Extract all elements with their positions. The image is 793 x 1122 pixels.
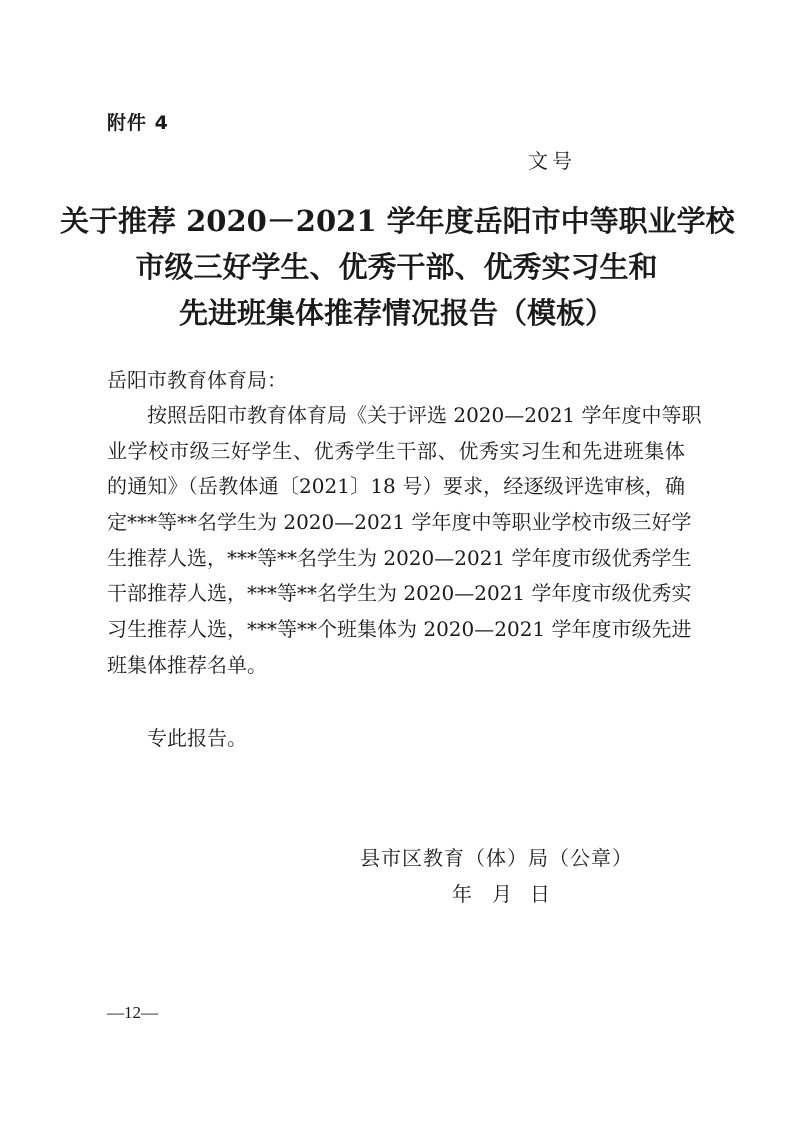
title-line-1: 关于推荐 2020－2021 学年度岳阳市中等职业学校 (60, 204, 735, 238)
title-line-3: 先进班集体推荐情况报告（模板） (178, 296, 614, 330)
body-line: 的通知》（岳教体通〔2021〕18 号）要求，经逐级评选审核，确 (107, 474, 685, 499)
issuer-signature: 县市区教育（体）局（公章） (360, 846, 633, 870)
attachment-label: 附件 4 (107, 112, 169, 134)
body-line: 业学校市级三好学生、优秀学生干部、优秀实习生和先进班集体 (107, 438, 685, 463)
page-number: —12— (107, 1003, 158, 1022)
body-line: 习生推荐人选，***等**个班集体为 2020—2021 学年度市级先进 (107, 617, 692, 642)
body-line: 按照岳阳市教育体育局《关于评选 2020—2021 学年度中等职 (147, 403, 702, 427)
date-day: 日 (530, 882, 550, 906)
closing-statement: 专此报告。 (147, 726, 247, 750)
body-line: 定***等**名学生为 2020—2021 学年度中等职业学校市级三好学 (107, 510, 692, 535)
body-line: 生推荐人选，***等**名学生为 2020—2021 学年度市级优秀学生 (107, 545, 692, 570)
date-year: 年 (452, 882, 472, 906)
date-month: 月 (492, 882, 512, 906)
body-line: 干部推荐人选，***等**名学生为 2020—2021 学年度市级优秀实 (107, 581, 692, 606)
title-line-2: 市级三好学生、优秀干部、优秀实习生和 (135, 250, 658, 284)
signature-date (452, 876, 550, 912)
body-line: 班集体推荐名单。 (107, 652, 267, 677)
salutation: 岳阳市教育体育局： (107, 368, 287, 392)
body-paragraph (107, 398, 702, 684)
document-number-label: 文号 (528, 149, 576, 173)
document-title (60, 198, 733, 336)
